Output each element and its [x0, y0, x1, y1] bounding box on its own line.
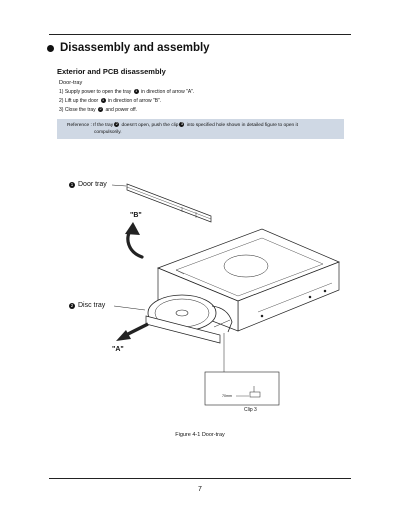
step-1-text: 1) Supply power to open the tray: [59, 89, 132, 95]
section-title-text: Disassembly and assembly: [60, 42, 210, 54]
reference-clip-number: 3: [180, 122, 183, 126]
clip-label: Clip 3: [244, 407, 257, 413]
reference-text-end: into specified hole shown in detailed figure to open it: [185, 122, 298, 128]
subsection-title: Exterior and PCB disassembly: [57, 67, 166, 76]
disc-tray-text: Disc tray: [78, 302, 106, 309]
step-2-text: 2) Lift up the door: [59, 98, 99, 104]
disc-tray-label: [69, 302, 105, 309]
detail-box: [205, 372, 279, 405]
reference-text-mid: doesn't open, push the clip: [120, 122, 179, 128]
reference-tray-number: 2: [115, 122, 118, 126]
disc-tray-number: 2: [70, 302, 74, 308]
step-2-circle-number: 1: [102, 98, 105, 103]
step-3-text: 3) Close the tray: [59, 107, 96, 113]
sub-heading: Door-tray: [59, 80, 83, 86]
door-tray-text: Door tray: [78, 181, 107, 188]
page-number: 7: [198, 486, 202, 493]
reference-line-2: compulsorily.: [94, 130, 122, 135]
step-2-text-end: in direction of arrow "B".: [107, 98, 162, 104]
figure-caption: Figure 4-1 Door-tray: [175, 432, 225, 438]
disc-tray-leader-line: [114, 306, 145, 310]
door-tray-number: 1: [70, 181, 74, 187]
step-1-circle-number: 1: [135, 89, 138, 94]
step-1-text-end: in direction of arrow "A".: [141, 89, 195, 95]
reference-text-start: Reference : If the tray: [67, 122, 114, 128]
step-3-circle-number: 2: [99, 107, 102, 112]
door-tray-leader-line: [112, 185, 126, 186]
arrow-a-head: [116, 330, 131, 341]
step-3-text-end: and power off.: [105, 107, 138, 113]
arrow-b-label: "B": [130, 212, 142, 219]
door-tray-label: [69, 181, 107, 188]
arrow-b-head: [125, 222, 140, 235]
bottom-rule: [49, 478, 351, 479]
arrow-a-label: "A": [112, 346, 124, 353]
clip-dimension: 70mm: [222, 394, 232, 398]
